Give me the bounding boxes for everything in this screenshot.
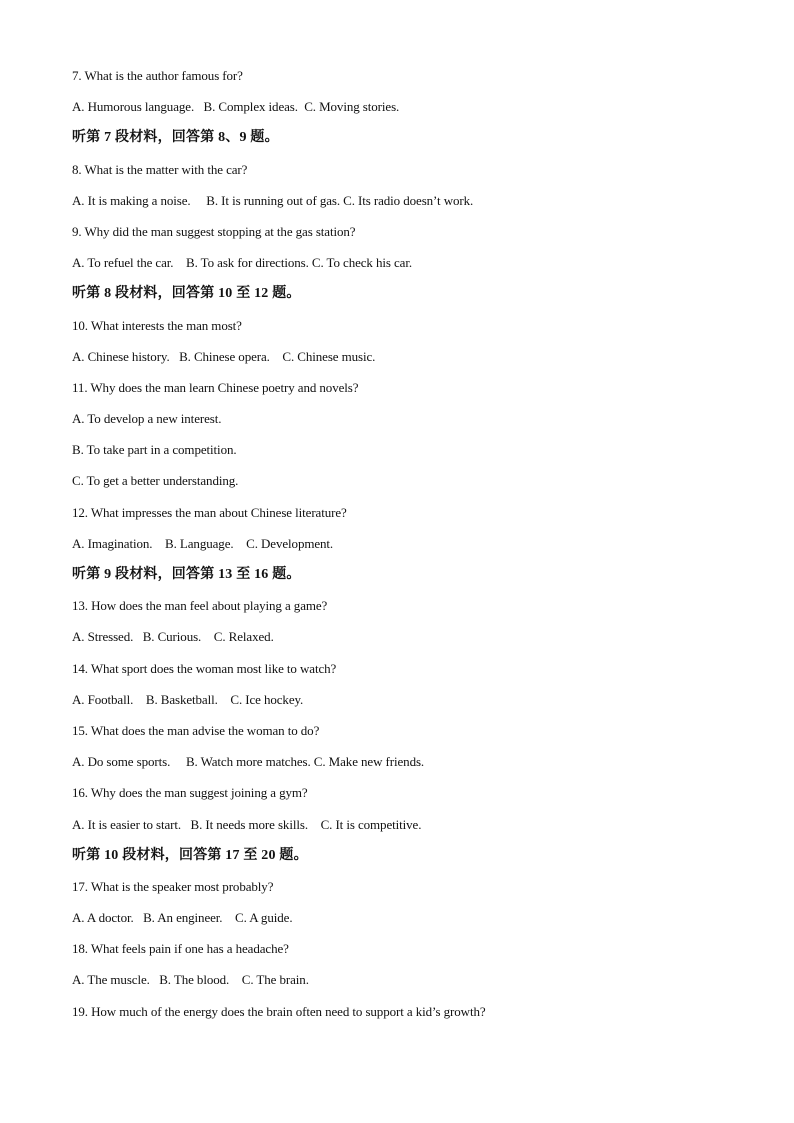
question-15: 15. What does the man advise the woman to do? [72, 722, 320, 738]
question-11: 11. Why does the man learn Chinese poetry and novels? [72, 379, 359, 395]
options-14: A. Football. B. Basketball. C. Ice hockey. [72, 691, 304, 707]
document-page [72, 62, 752, 1029]
section-heading-7: 听第 7 段材料，回答第 8、9 题。 [72, 130, 279, 146]
options-17: A. A doctor. B. An engineer. C. A guide. [72, 910, 293, 926]
question-10: 10. What interests the man most? [72, 317, 242, 333]
question-19: 19. How much of the energy does the brain often need to support a kid’s growth? [72, 1003, 486, 1019]
options-18: A. The muscle. B. The blood. C. The brain. [72, 972, 309, 988]
question-13: 13. How does the man feel about playing a game? [72, 598, 328, 614]
option-11-b: B. To take part in a competition. [72, 442, 237, 458]
question-9: 9. Why did the man suggest stopping at the gas station? [72, 223, 356, 239]
section-heading-8: 听第 8 段材料，回答第 10 至 12 题。 [72, 286, 301, 302]
question-14: 14. What sport does the woman most like to watch? [72, 660, 337, 676]
question-17: 17. What is the speaker most probably? [72, 878, 274, 894]
option-11-a: A. To develop a new interest. [72, 411, 222, 427]
question-16: 16. Why does the man suggest joining a gym? [72, 785, 308, 801]
section-heading-9: 听第 9 段材料，回答第 13 至 16 题。 [72, 567, 301, 582]
options-12: A. Imagination. B. Language. C. Development. [72, 535, 334, 551]
options-7: A. Humorous language. B. Complex ideas. C. Moving stories. [72, 99, 400, 115]
options-13: A. Stressed. B. Curious. C. Relaxed. [72, 629, 274, 645]
question-7: 7. What is the author famous for? [72, 68, 243, 83]
question-18: 18. What feels pain if one has a headache? [72, 941, 289, 957]
question-8: 8. What is the matter with the car? [72, 161, 248, 177]
options-16: A. It is easier to start. B. It needs more skills. C. It is competitive. [72, 816, 422, 832]
question-12: 12. What impresses the man about Chinese literature? [72, 504, 347, 520]
options-15: A. Do some sports. B. Watch more matches. C. Make new friends. [72, 754, 425, 770]
options-10: A. Chinese history. B. Chinese opera. C. Chinese music. [72, 348, 376, 364]
options-9: A. To refuel the car. B. To ask for directions. C. To check his car. [72, 255, 413, 271]
section-heading-10: 听第 10 段材料，回答第 17 至 20 题。 [72, 847, 308, 863]
options-8: A. It is making a noise. B. It is running out of gas. C. Its radio doesn’t work. [72, 192, 474, 208]
option-11-c: C. To get a better understanding. [72, 473, 239, 489]
